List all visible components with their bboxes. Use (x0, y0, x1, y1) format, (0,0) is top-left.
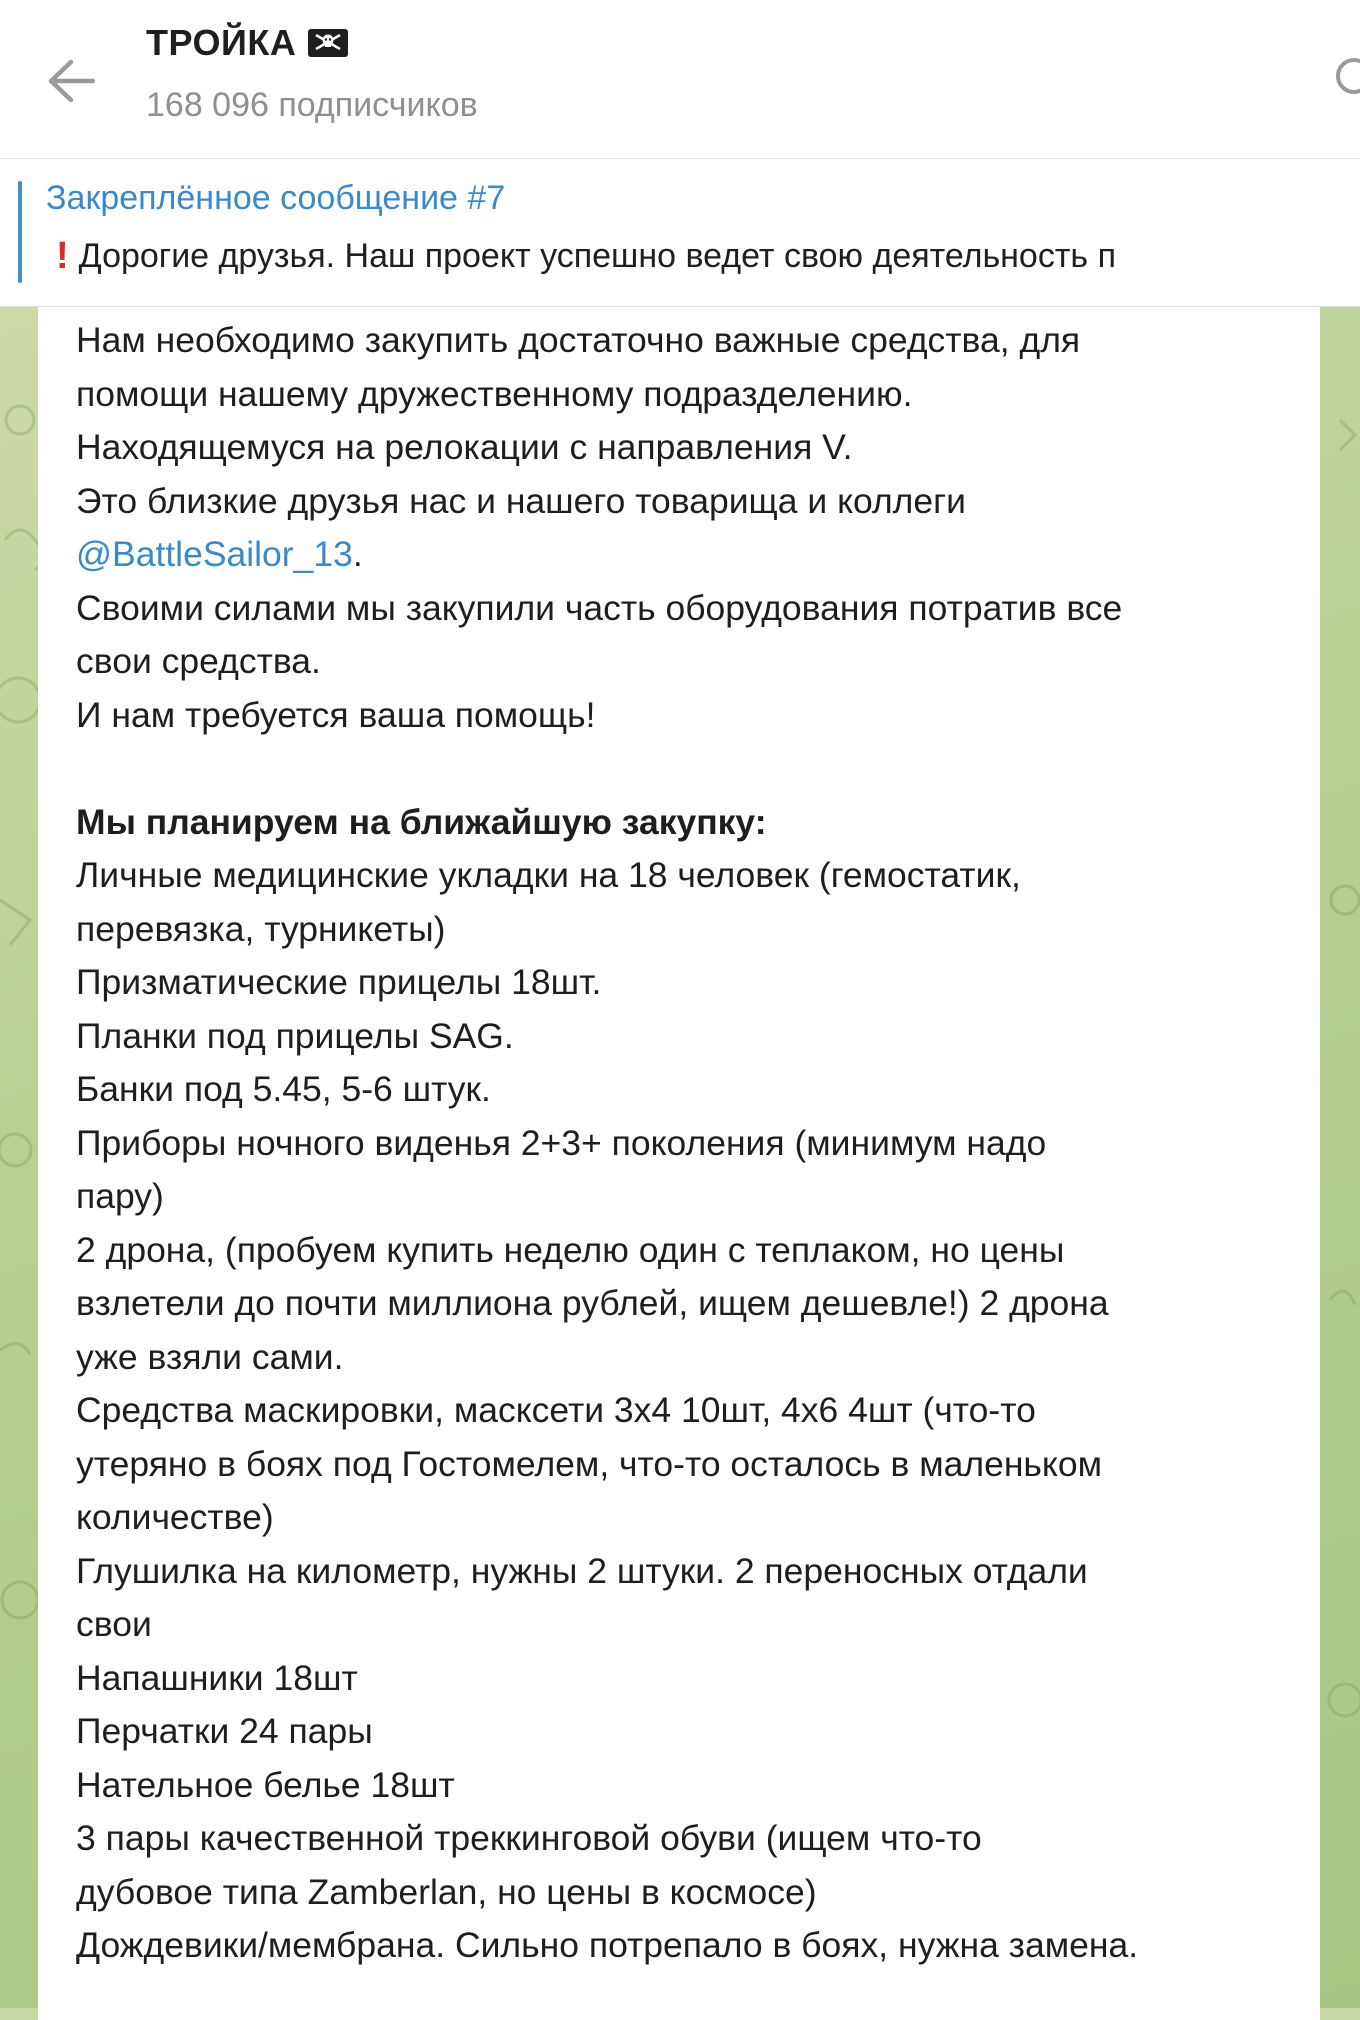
message-text (76, 314, 1326, 1973)
mention-line (76, 528, 1326, 582)
subscriber-count: 168 096 подписчиков (146, 86, 478, 124)
channel-title-text: ТРОЙКА (146, 22, 297, 63)
message-line: перевязка, турникеты) (76, 908, 446, 949)
message-line: Находящемуся на релокации с направления V. (76, 427, 853, 467)
pinned-title: Закреплённое сообщение #7 (46, 179, 506, 217)
message-line: дубовое типа Zamberlan, но цены в космосе) (76, 1871, 817, 1912)
section-heading: Мы планируем на ближайшую закупку: (76, 801, 767, 842)
message-line: И нам требуется ваша помощь! (76, 694, 596, 735)
message-line: утеряно в боях под Гостомелем, что-то осталось в маленьком (76, 1443, 1102, 1484)
search-icon (1328, 50, 1360, 110)
back-button[interactable] (36, 46, 106, 116)
message-line: Глушилка на километр, нужны 2 штуки. 2 переносных отдали (76, 1550, 1088, 1591)
message-line: Нам необходимо закупить достаточно важные средства, для (76, 320, 1081, 360)
message-line: Нательное белье 18шт (76, 1764, 455, 1805)
arrow-left-icon (47, 59, 95, 103)
message-line: Призматические прицелы 18шт. (76, 962, 602, 1002)
message-line: взлетели до почти миллиона рублей, ищем дешевле!) 2 дрона (76, 1283, 1109, 1323)
message-line: Напашники 18шт (76, 1657, 358, 1698)
search-button[interactable] (1328, 50, 1360, 110)
pinned-message-bar[interactable] (0, 159, 1360, 307)
mention-suffix: . (352, 534, 363, 574)
message-line: 2 дрона, (пробуем купить неделю один с теплаком, но цены (76, 1229, 1065, 1270)
message-line: Личные медицинские укладки на 18 человек (гемостатик, (76, 855, 1021, 895)
message-line: Средства маскировки, масксети 3х4 10шт, 4х6 4шт (что-то (76, 1390, 1036, 1430)
pinned-preview-text: Дорогие друзья. Наш проект успешно ведет свою деятельность п (78, 237, 1116, 275)
message-line: Приборы ночного виденья 2+3+ поколения (минимум надо (76, 1122, 1047, 1163)
message-line: 3 пары качественной треккинговой обуви (ищем что-то (76, 1818, 982, 1858)
message-line: количестве) (76, 1497, 274, 1537)
pirate-flag-icon (308, 27, 348, 59)
message-line: Банки под 5.45, 5-6 штук. (76, 1069, 491, 1109)
channel-header (0, 0, 1360, 159)
message-line: помощи нашему дружественному подразделению. (76, 373, 913, 414)
channel-title[interactable] (146, 22, 348, 64)
message-line: Дождевики/мембрана. Сильно потрепало в боях, нужна замена. (76, 1925, 1139, 1965)
empty-line (76, 742, 1326, 796)
message-line: Планки под прицелы SAG. (76, 1015, 514, 1056)
pinned-preview (56, 235, 1116, 278)
message-line: Это близкие друзья нас и нашего товарища и коллеги (76, 480, 966, 521)
mention-link[interactable]: @BattleSailor_13 (76, 534, 353, 574)
exclamation-icon: ! (56, 235, 69, 277)
message-line: пару) (76, 1176, 164, 1216)
pinned-accent-bar (18, 181, 22, 283)
message-line: свои средства. (76, 641, 321, 681)
message-line: свои (76, 1604, 152, 1644)
message-line: Своими силами мы закупили часть оборудования потратив все (76, 587, 1123, 628)
message-line: уже взяли сами. (76, 1336, 344, 1377)
message-line: Перчатки 24 пары (76, 1711, 373, 1751)
